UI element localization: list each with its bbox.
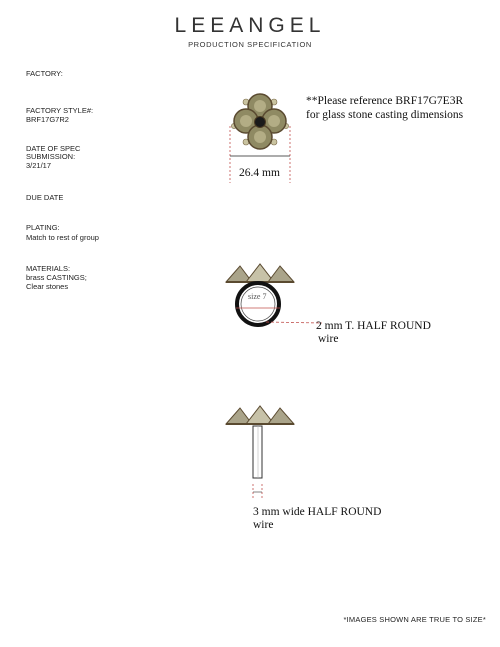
reference-note-line1: **Please reference BRF17G7E3R [306, 95, 464, 107]
materials-line1: brass CASTINGS; [26, 273, 87, 282]
date-label-line1: DATE OF SPEC [26, 144, 81, 153]
factory-style-label: FACTORY STYLE#: [26, 106, 94, 115]
materials-line2: Clear stones [26, 282, 69, 291]
due-date-label: DUE DATE [26, 193, 64, 202]
width-dimension-label: 26.4 mm [239, 167, 280, 179]
materials-label: MATERIALS: [26, 264, 71, 273]
shank-note-line1: 3 mm wide HALF ROUND [253, 506, 382, 518]
ring-flat-view-image [222, 400, 302, 510]
brand-logo: LEEANGEL [174, 14, 326, 37]
wire-note-line2: wire [318, 333, 339, 345]
plating-label: PLATING: [26, 223, 60, 232]
page-subtitle: PRODUCTION SPECIFICATION [188, 40, 312, 49]
date-value: 3/21/17 [26, 161, 52, 170]
reference-note-line2: for glass stone casting dimensions [306, 109, 464, 121]
factory-style-value: BRF17G7R2 [26, 115, 69, 124]
factory-label: FACTORY: [26, 69, 63, 78]
true-to-size-disclaimer: *IMAGES SHOWN ARE TRUE TO SIZE* [343, 615, 486, 624]
ring-size-label: size 7 [248, 292, 267, 301]
shank-note-line2: wire [253, 519, 274, 531]
plating-value: Match to rest of group [26, 233, 99, 242]
wire-note-line1: 2 mm T. HALF ROUND [316, 320, 431, 332]
date-label-line2: SUBMISSION: [26, 152, 76, 161]
